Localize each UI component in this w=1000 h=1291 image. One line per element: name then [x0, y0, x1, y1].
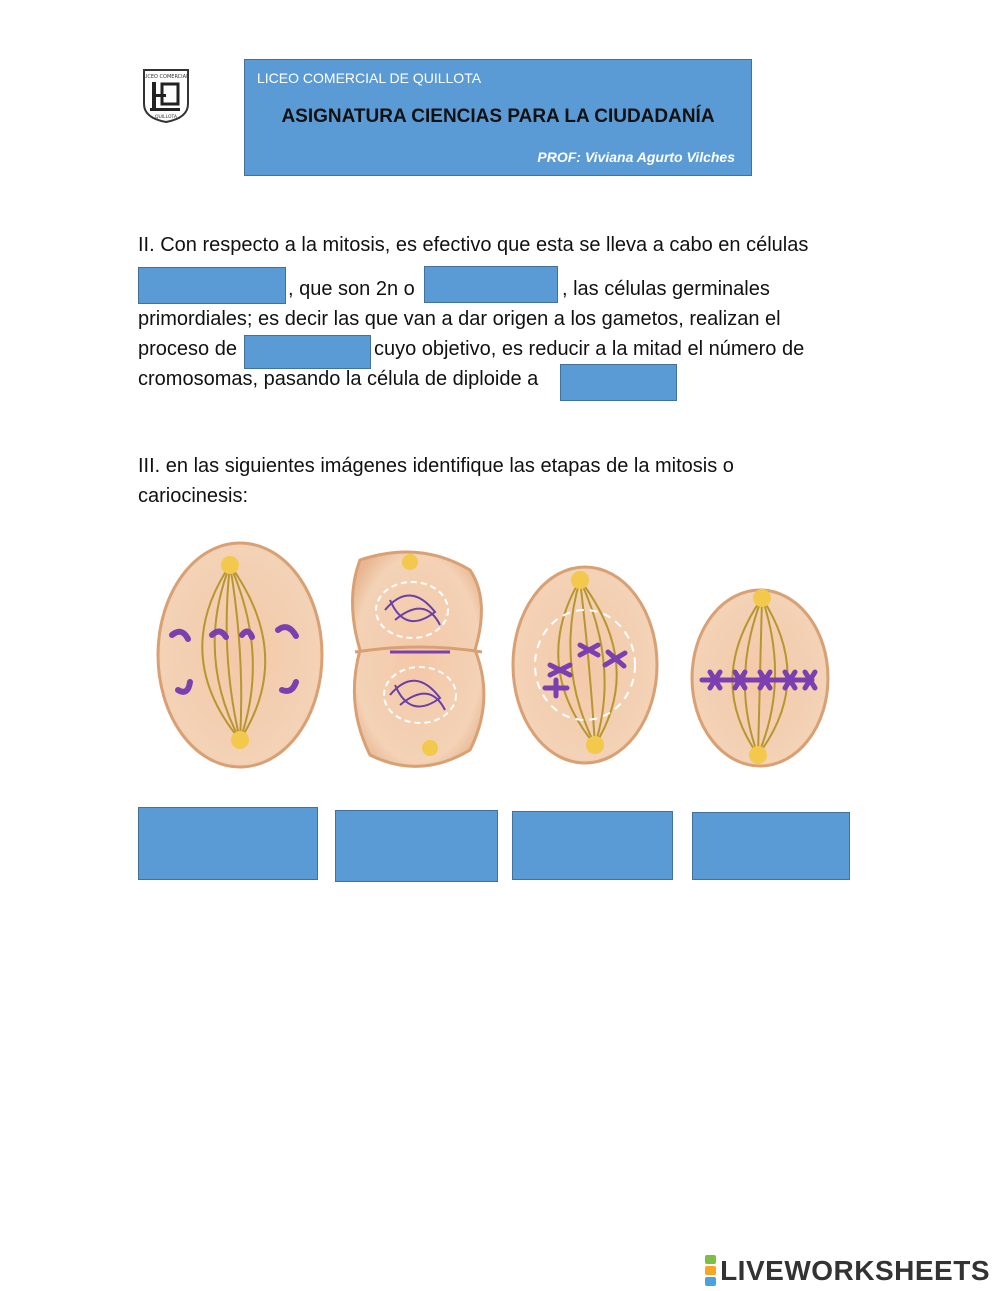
section2-line1: II. Con respecto a la mitosis, es efectivo que esta se lleva a cabo en células [138, 234, 809, 256]
section2-line4a: proceso de [138, 338, 237, 360]
svg-text:LICEO COMERCIAL: LICEO COMERCIAL [143, 74, 189, 80]
mitosis-illustrations [150, 540, 850, 780]
answer-blank-2[interactable] [424, 266, 558, 303]
school-logo [138, 66, 194, 124]
section2-line3: primordiales; es decir las que van a dar origen a los gametos, realizan el [138, 308, 781, 330]
cell-prometaphase-image [513, 567, 657, 763]
cell-anaphase-image [158, 543, 322, 767]
subject-title: ASIGNATURA CIENCIAS PARA LA CIUDADANÍA [281, 106, 715, 127]
liveworksheets-brand [705, 1254, 990, 1287]
header-banner [244, 59, 752, 176]
brand-logo-icon [705, 1254, 716, 1287]
professor-name: PROF: Viviana Agurto Vilches [537, 149, 735, 165]
answer-blank-1[interactable] [138, 267, 286, 304]
section2-line2b: , las células germinales [562, 278, 770, 300]
cell-metaphase-image [692, 589, 828, 766]
brand-text: LIVEWORKSHEETS [720, 1254, 990, 1286]
stage-answer-2[interactable] [335, 810, 498, 882]
section3-line2: cariocinesis: [138, 485, 249, 507]
section2-line2a: , que son 2n o [288, 278, 415, 300]
svg-text:QUILLOTA: QUILLOTA [154, 115, 178, 120]
stage-answer-4[interactable] [692, 812, 850, 880]
section3-line1: III. en las siguientes imágenes identifique las etapas de la mitosis o [138, 455, 734, 477]
stage-answer-3[interactable] [512, 811, 673, 880]
section2-line5: cromosomas, pasando la célula de diploide a [138, 368, 539, 390]
stage-answer-1[interactable] [138, 807, 318, 880]
section2-line4b: cuyo objetivo, es reducir a la mitad el número de [374, 338, 805, 360]
school-name: LICEO COMERCIAL DE QUILLOTA [257, 70, 482, 86]
answer-blank-4[interactable] [560, 364, 677, 401]
cell-telophase-image [353, 552, 484, 766]
